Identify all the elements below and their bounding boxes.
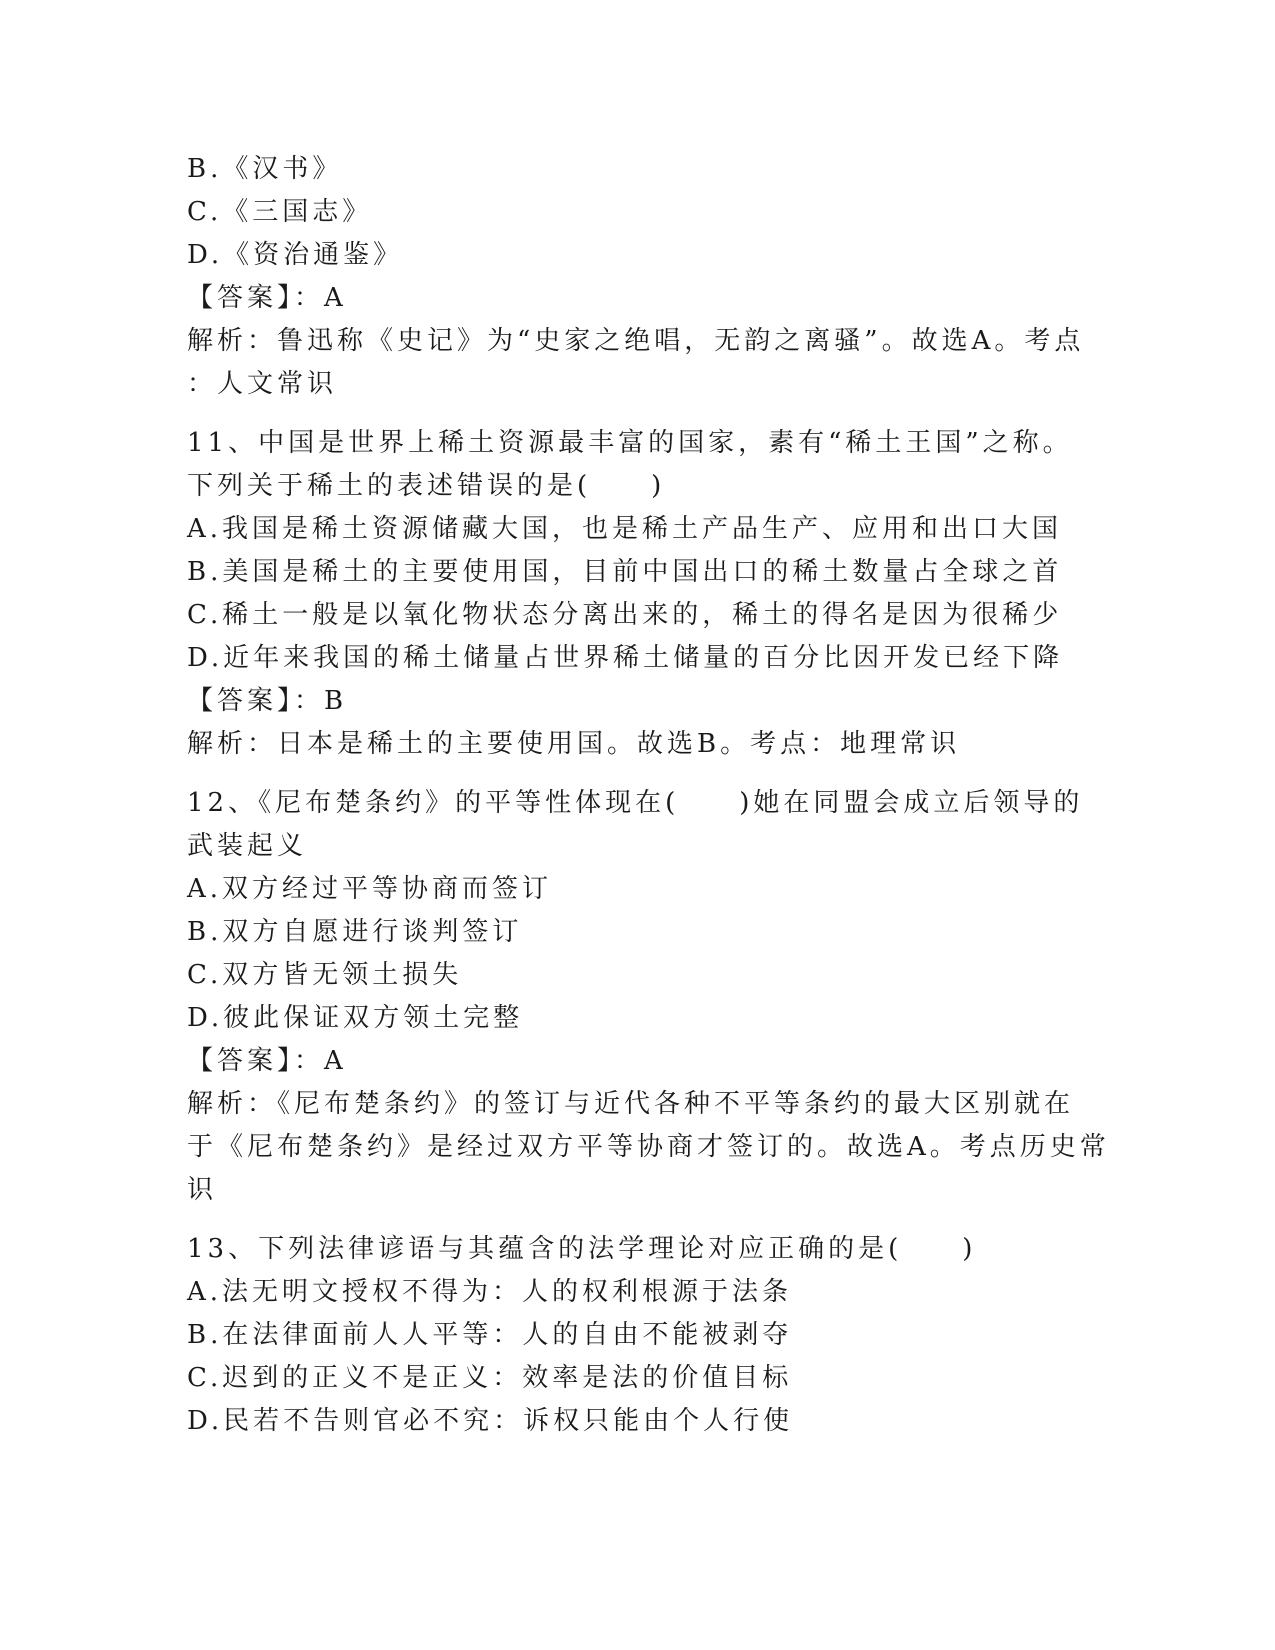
option-a: A.双方经过平等协商而签订 [187,874,553,904]
option-d: D.民若不告则官必不究：诉权只能由个人行使 [187,1406,794,1436]
option-b: B.双方自愿进行谈判签订 [187,917,523,947]
option-c: C.双方皆无领土损失 [187,960,463,990]
answer: 【答案】：A [187,283,347,313]
option-a: A.法无明文授权不得为：人的权利根源于法条 [187,1277,793,1307]
question-12-block [187,782,1110,1212]
option-d: D.彼此保证双方领土完整 [187,1003,524,1033]
option-c: C.稀土一般是以氧化物状态分离出来的，稀土的得名是因为很稀少 [187,600,1063,630]
option-d: D.《资治通鉴》 [187,240,404,270]
explanation-line: 识 [187,1175,218,1205]
explanation-line: 解析：鲁迅称《史记》为“史家之绝唱，无韵之离骚”。故选A。考点 [187,326,1085,356]
explanation-line: 解析：《尼布楚条约》的签订与近代各种不平等条约的最大区别就在 [187,1089,1075,1119]
option-d: D.近年来我国的稀土储量占世界稀土储量的百分比因开发已经下降 [187,643,1064,673]
question-13-block [187,1228,1087,1443]
answer: 【答案】：A [187,1046,347,1076]
answer: 【答案】：B [187,686,348,716]
explanation-line: 解析：日本是稀土的主要使用国。故选B。考点：地理常识 [187,729,961,759]
option-c: C.迟到的正义不是正义：效率是法的价值目标 [187,1363,793,1393]
option-b: B.美国是稀土的主要使用国，目前中国出口的稀土数量占全球之首 [187,557,1063,587]
option-c: C.《三国志》 [187,197,373,227]
option-a: A.我国是稀土资源储藏大国，也是稀土产品生产、应用和出口大国 [187,514,1063,544]
document-page [187,148,1110,1443]
prev-question-block [187,148,1087,406]
option-b: B.《汉书》 [187,154,343,184]
explanation-line: ：人文常识 [187,369,338,399]
question-stem: 13、下列法律谚语与其蕴含的法学理论对应正确的是( ) [187,1234,977,1264]
question-11-block [187,422,1087,766]
explanation-line: 于《尼布楚条约》是经过双方平等协商才签订的。故选A。考点历史常 [187,1132,1110,1162]
question-stem: 下列关于稀土的表述错误的是( ) [187,471,666,501]
question-stem: 12、《尼布楚条约》的平等性体现在( )她在同盟会成立后领导的 [187,788,1084,818]
question-stem: 武装起义 [187,831,308,861]
option-b: B.在法律面前人人平等：人的自由不能被剥夺 [187,1320,793,1350]
question-stem: 11、中国是世界上稀土资源最丰富的国家，素有“稀土王国”之称。 [187,428,1073,458]
